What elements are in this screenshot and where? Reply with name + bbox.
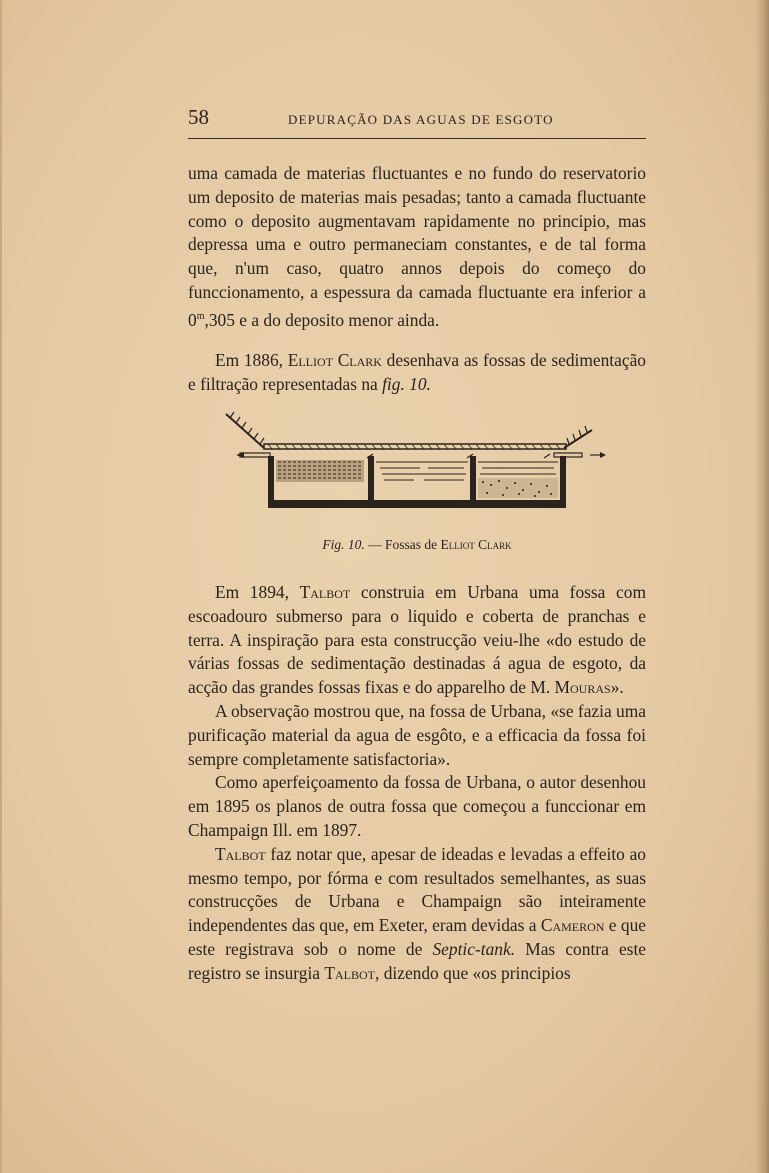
paragraph-text: Em 1894, [215, 582, 300, 602]
author-name: Elliot Clark [287, 350, 382, 370]
unit-superscript: m [196, 310, 205, 322]
running-head: DEPURAÇÃO DAS AGUAS DE ESGOTO [288, 112, 554, 127]
paragraph-text: uma camada de materias fluctuantes e no fundo do reservatorio um deposito de materias mais pesadas; tanto a camada fluctuante como o deposito augmentavam rapidamente no principio, mas depressa uma e outro permaneciam constantes, e de tal forma que, n'um caso, quatro annos depois do começo do funccionamento, a espessura da camada fluctuante era inferior a [188, 163, 646, 302]
paragraph-text: desenhava as fossas de sedimentação e filtração representadas na [188, 350, 646, 394]
figure-10-diagram [224, 410, 609, 520]
author-name: Talbot [324, 962, 375, 983]
figure-reference: fig. 10. [382, 373, 431, 394]
author-name: M. Mouras [530, 677, 611, 698]
paragraph-text: , dizendo que «os principios [375, 962, 571, 983]
paragraph-2 [188, 349, 646, 397]
author-name: Talbot [215, 843, 266, 864]
paragraph-4: A observação mostrou que, na fossa de Urbana, «se fazia uma purificação material da agua de esgôto, e a efficacia da fossa foi sempre completamente satisfactoria». [188, 700, 646, 769]
author-name: Cameron [540, 915, 605, 936]
paragraph-text: Mas contra este registro se insurgia [188, 938, 646, 983]
paragraph-text: ». [610, 677, 624, 698]
author-name: Talbot [299, 582, 351, 602]
septic-tank-term: Septic-tank. [432, 938, 516, 959]
caption-label: Fig. 10. [322, 537, 365, 552]
caption-author: Elliot Clark [440, 537, 512, 552]
figure-caption [188, 537, 646, 553]
measurement-value: 0 [188, 309, 197, 330]
paragraph-3 [188, 581, 646, 986]
paragraph-text: e a do deposito menor ainda. [234, 309, 440, 330]
paragraph-text: construia em Urbana uma fossa com escoadouro submerso para o liquido e coberta de pranchas e terra. A inspiração para esta construcção veiu-lhe «do estudo de várias fossas de sedimentação destinadas á agua de esgoto, da acção das grandes fossas fixas e do apparelho de [188, 582, 646, 698]
page-edge-shadow [755, 0, 769, 1173]
caption-text: — Fossas de [364, 537, 441, 552]
page-number: 58 [188, 105, 209, 129]
page-header [188, 104, 646, 139]
paragraph-1 [188, 162, 646, 332]
paragraph-text: faz notar que, apesar de ideadas e levadas a effeito ao mesmo tempo, por fórma e com resultados semelhantes, as suas construcções de Urbana e Champaign são inteiramente independentes das que, em Exeter, eram devidas a [188, 843, 646, 936]
paragraph-text: e que este registrava sob o nome de [188, 915, 646, 959]
paragraph-5: Como aperfeiçoamento da fossa de Urbana, o autor desenhou em 1895 os planos de outra fossa que começou a funccionar em Champaign Ill. em 1897. [188, 772, 646, 840]
measurement-decimal: ,305 [204, 309, 235, 330]
paragraph-text: Em 1886, [215, 350, 288, 370]
